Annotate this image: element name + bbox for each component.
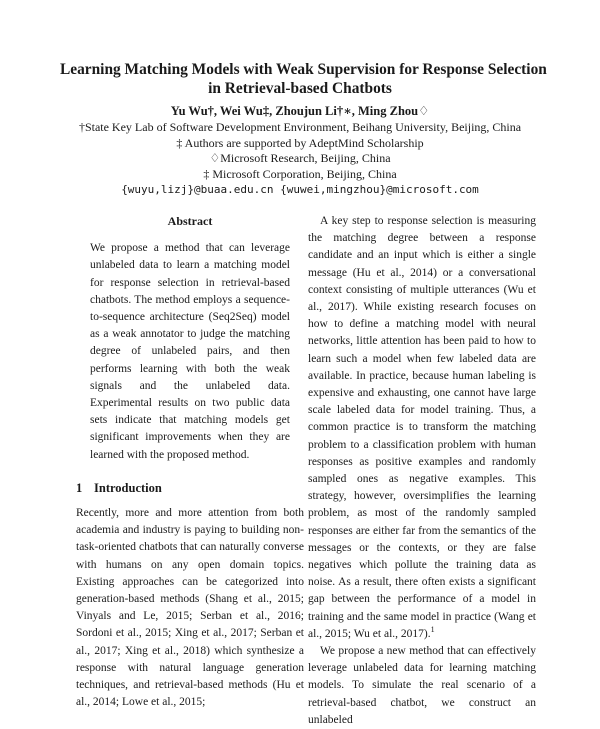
affiliation-line: †State Key Lab of Software Development Environment, Beihang University, Beijing, China: [78, 120, 522, 134]
section-heading-introduction: [76, 480, 304, 497]
title-line-1: Learning Matching Models with Weak Supervision for Response Selection: [60, 61, 547, 78]
right-column: [308, 213, 536, 729]
author-list: Yu Wu†, Wei Wu‡, Zhoujun Li†∗, Ming Zhou♢: [170, 104, 430, 118]
abstract-heading: Abstract: [167, 214, 213, 228]
affiliation-line: ‡ Authors are supported by AdeptMind Scholarship: [176, 135, 424, 150]
footnote-marker: 1: [430, 625, 435, 635]
section-number: 1: [76, 480, 83, 495]
affiliations: [40, 120, 560, 198]
left-column: [76, 213, 304, 711]
body-paragraph: We propose a new method that can effectively leverage unlabeled data for learning matching models. To simulate the real scenario of a retrieval-based chatbot, we construct an unlabeled: [308, 645, 536, 726]
body-paragraph: [308, 213, 536, 643]
introduction-paragraph: Recently, more and more attention from both academia and industry is paying to building non-task-oriented chatbots that can naturally converse with humans on any open domain topics. Existing approaches can be categorized into generation-based methods (Shang et al., 2015; Vinyals and Le, 2015; Serban et al., 2016; Sordoni et al., 2015; Xing et al., 2017; Serban et al., 2017; Xing et al., 2018) which synthesize a response with natural language generation techniques, and retrieval-based methods (Hu et al., 2014; Lowe et al., 2015;: [76, 507, 304, 709]
abstract-text: We propose a method that can leverage unlabeled data to learn a matching model for response selection in retrieval-based chatbots. The method employs a sequence-to-sequence architecture (Seq2Seq) model as a weak annotator to judge the matching degree of unlabeled pairs, and then performs learning with both the weak signals and the unlabeled data. Experimental results on two public data sets indicate that matching models get significant improvements when they are learned with the proposed method.: [90, 242, 290, 461]
affiliation-line: ‡ Microsoft Corporation, Beijing, China: [203, 166, 397, 181]
paper-title: [60, 60, 547, 98]
email-addresses: {wuyu,lizj}@buaa.edu.cn {wuwei,mingzhou}@microsoft.com: [121, 183, 479, 196]
paragraph-text: A key step to response selection is measuring the matching degree between a response candidate and an input which is either a single message (Hu et al., 2014) or a conversational context consisting of multiple utterances (Wu et al., 2017). While existing research focuses on how to define a matching model with neural networks, little attention has been paid to how to learn such a model when few labeled data are available. In practice, because human labeling is expensive and exhausting, one cannot have large scale labeled data for model training. Thus, a common practice is to transform the matching problem to a classification problem with human responses as positive examples and randomly sampled ones as negative examples. This strategy, however, oversimplifies the learning problem, as most of the randomly sampled responses are either far from the semantics of the messages or the contexts, or they are false negatives which pollute the training data as noise. As a result, there often exists a significant gap between the performance of a model in training and the same model in practice (Wang et al., 2015; Wu et al., 2017).: [308, 215, 536, 640]
affiliation-line: ♢Microsoft Research, Beijing, China: [209, 151, 391, 165]
section-title: Introduction: [94, 480, 162, 495]
title-line-2: in Retrieval-based Chatbots: [208, 80, 392, 97]
